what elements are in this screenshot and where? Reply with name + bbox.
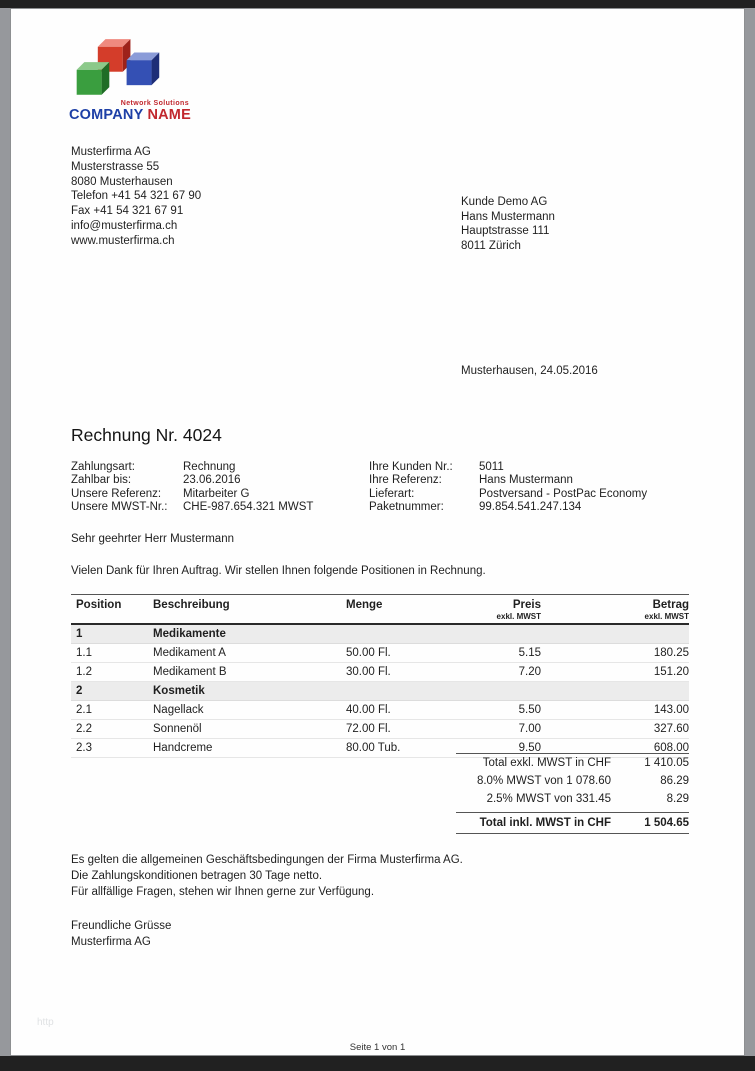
meta-label: Paketnummer: (369, 500, 444, 513)
grand-total-label: Total inkl. MWST in CHF (479, 817, 611, 829)
table-row-group (71, 682, 689, 701)
sender-email: info@musterfirma.ch (71, 219, 178, 232)
cell-quantity: 50.00 Fl. (346, 647, 391, 659)
cell-position: 1.2 (76, 666, 92, 678)
page-number: Seite 1 von 1 (349, 1042, 406, 1053)
cell-amount: 180.25 (653, 647, 689, 659)
cell-price: 7.20 (518, 666, 541, 678)
terms-line: Es gelten die allgemeinen Geschäftsbedingungen der Firma Musterfirma AG. (71, 854, 463, 866)
sender-line: Musterstrasse 55 (71, 160, 160, 173)
signoff-greeting: Freundliche Grüsse (71, 920, 172, 932)
meta-row (369, 474, 704, 487)
sender-line: 8080 Musterhausen (71, 175, 173, 188)
recipient-line: Kunde Demo AG (461, 196, 548, 208)
meta-value: 99.854.541.247.134 (479, 500, 582, 513)
meta-label: Unsere Referenz: (71, 487, 162, 500)
invoice-meta-right (369, 461, 704, 514)
total-row (456, 754, 689, 772)
cell-amount: 151.20 (653, 666, 689, 678)
cell-description: Medikamente (153, 628, 226, 640)
header-quantity: Menge (346, 599, 383, 611)
logo-text (69, 107, 191, 123)
total-value: 86.29 (660, 775, 689, 787)
logo-word-name: NAME (147, 107, 191, 123)
cell-quantity: 30.00 Fl. (346, 666, 391, 678)
recipient-line: Hans Mustermann (461, 210, 555, 223)
table-row (71, 720, 689, 739)
meta-value: Hans Mustermann (479, 474, 573, 487)
table-header-row (71, 594, 689, 625)
meta-label: Lieferart: (369, 487, 415, 500)
cell-position: 2.1 (76, 704, 92, 716)
header-amount-sublabel: exkl. MWST (644, 612, 689, 621)
company-logo (69, 31, 191, 123)
sender-line: Telefon +41 54 321 67 90 (71, 190, 202, 203)
cell-price: 5.15 (518, 647, 541, 659)
cell-amount: 327.60 (653, 723, 689, 735)
meta-row (71, 501, 366, 514)
recipient-line: Hauptstrasse 111 (461, 225, 550, 238)
meta-value: CHE-987.654.321 MWST (183, 500, 314, 513)
cell-price: 7.00 (518, 723, 541, 735)
header-position: Position (76, 599, 122, 611)
terms-paragraph (71, 852, 463, 900)
header-amount (541, 599, 689, 621)
total-value: 8.29 (666, 793, 689, 805)
signoff-block (71, 918, 171, 950)
table-row (71, 644, 689, 663)
meta-row (71, 461, 366, 474)
header-description: Beschreibung (153, 599, 230, 611)
sender-address-block (71, 145, 201, 249)
sender-line: Fax +41 54 321 67 91 (71, 205, 184, 218)
total-label: 8.0% MWST von 1 078.60 (476, 775, 611, 787)
cell-position: 1 (76, 628, 83, 640)
cell-description: Medikament A (153, 647, 226, 659)
meta-row (71, 488, 366, 501)
recipient-address-block (461, 195, 555, 253)
totals-section (456, 753, 689, 834)
meta-value: Rechnung (183, 461, 236, 473)
meta-label: Ihre Kunden Nr.: (369, 461, 453, 473)
sender-website: www.musterfirma.ch (71, 234, 175, 247)
cell-price: 9.50 (518, 742, 541, 754)
meta-label: Unsere MWST-Nr.: (71, 500, 168, 513)
cell-description: Medikament B (153, 666, 227, 678)
cell-quantity: 40.00 Fl. (346, 704, 391, 716)
terms-line: Die Zahlungskonditionen betragen 30 Tage netto. (71, 870, 323, 882)
place-date-line: Musterhausen, 24.05.2016 (461, 365, 598, 377)
cell-amount: 143.00 (653, 704, 689, 716)
cell-price: 5.50 (518, 704, 541, 716)
meta-row (71, 474, 366, 487)
meta-value: Mitarbeiter G (183, 487, 250, 500)
table-row-group (71, 625, 689, 644)
cell-description: Handcreme (153, 742, 213, 754)
items-table (71, 594, 689, 758)
meta-label: Ihre Referenz: (369, 474, 442, 487)
meta-value: 5011 (479, 461, 504, 473)
table-row (71, 701, 689, 720)
grand-total-value: 1 504.65 (644, 817, 689, 829)
meta-label: Zahlbar bis: (71, 474, 132, 487)
cell-description: Kosmetik (153, 685, 205, 697)
cell-quantity: 72.00 Fl. (346, 723, 391, 735)
photo-border-top (0, 0, 755, 8)
grand-total-row (456, 812, 689, 834)
header-price-label: Preis (512, 599, 541, 611)
cell-quantity: 80.00 Tub. (346, 742, 401, 754)
meta-value: Postversand - PostPac Economy (479, 487, 648, 500)
total-row (456, 772, 689, 790)
recipient-line: 8011 Zürich (461, 239, 521, 252)
meta-value: 23.06.2016 (183, 474, 241, 487)
table-row (71, 663, 689, 682)
intro-text: Vielen Dank für Ihren Auftrag. Wir stellen Ihnen folgende Positionen in Rechnung. (71, 565, 486, 577)
invoice-meta-left (71, 461, 366, 514)
document-title: Rechnung Nr. 4024 (71, 425, 222, 445)
total-label: 2.5% MWST von 331.45 (486, 793, 611, 805)
invoice-page (10, 8, 745, 1056)
cell-description: Sonnenöl (153, 723, 202, 735)
total-row (456, 790, 689, 808)
logo-word-company: COMPANY (69, 107, 144, 123)
cell-position: 2 (76, 685, 83, 697)
cell-amount: 608.00 (653, 742, 689, 754)
signoff-company: Musterfirma AG (71, 936, 151, 948)
meta-row (369, 501, 704, 514)
salutation: Sehr geehrter Herr Mustermann (71, 533, 234, 545)
meta-row (369, 461, 704, 474)
watermark: http (37, 1017, 54, 1028)
total-value: 1 410.05 (644, 757, 689, 769)
cell-position: 2.3 (76, 742, 92, 754)
total-label: Total exkl. MWST in CHF (482, 757, 611, 769)
cell-position: 1.1 (76, 647, 92, 659)
header-amount-label: Betrag (652, 599, 689, 611)
logo-tagline: Network Solutions (120, 100, 189, 107)
cell-description: Nagellack (153, 704, 204, 716)
meta-row (369, 488, 704, 501)
photo-border-bottom (0, 1056, 755, 1071)
sender-line: Musterfirma AG (71, 146, 151, 158)
cell-position: 2.2 (76, 723, 92, 735)
meta-label: Zahlungsart: (71, 461, 135, 473)
logo-cubes-icon (69, 31, 165, 99)
header-price-sublabel: exkl. MWST (496, 612, 541, 621)
header-price (471, 599, 541, 621)
terms-line: Für allfällige Fragen, stehen wir Ihnen gerne zur Verfügung. (71, 886, 375, 898)
